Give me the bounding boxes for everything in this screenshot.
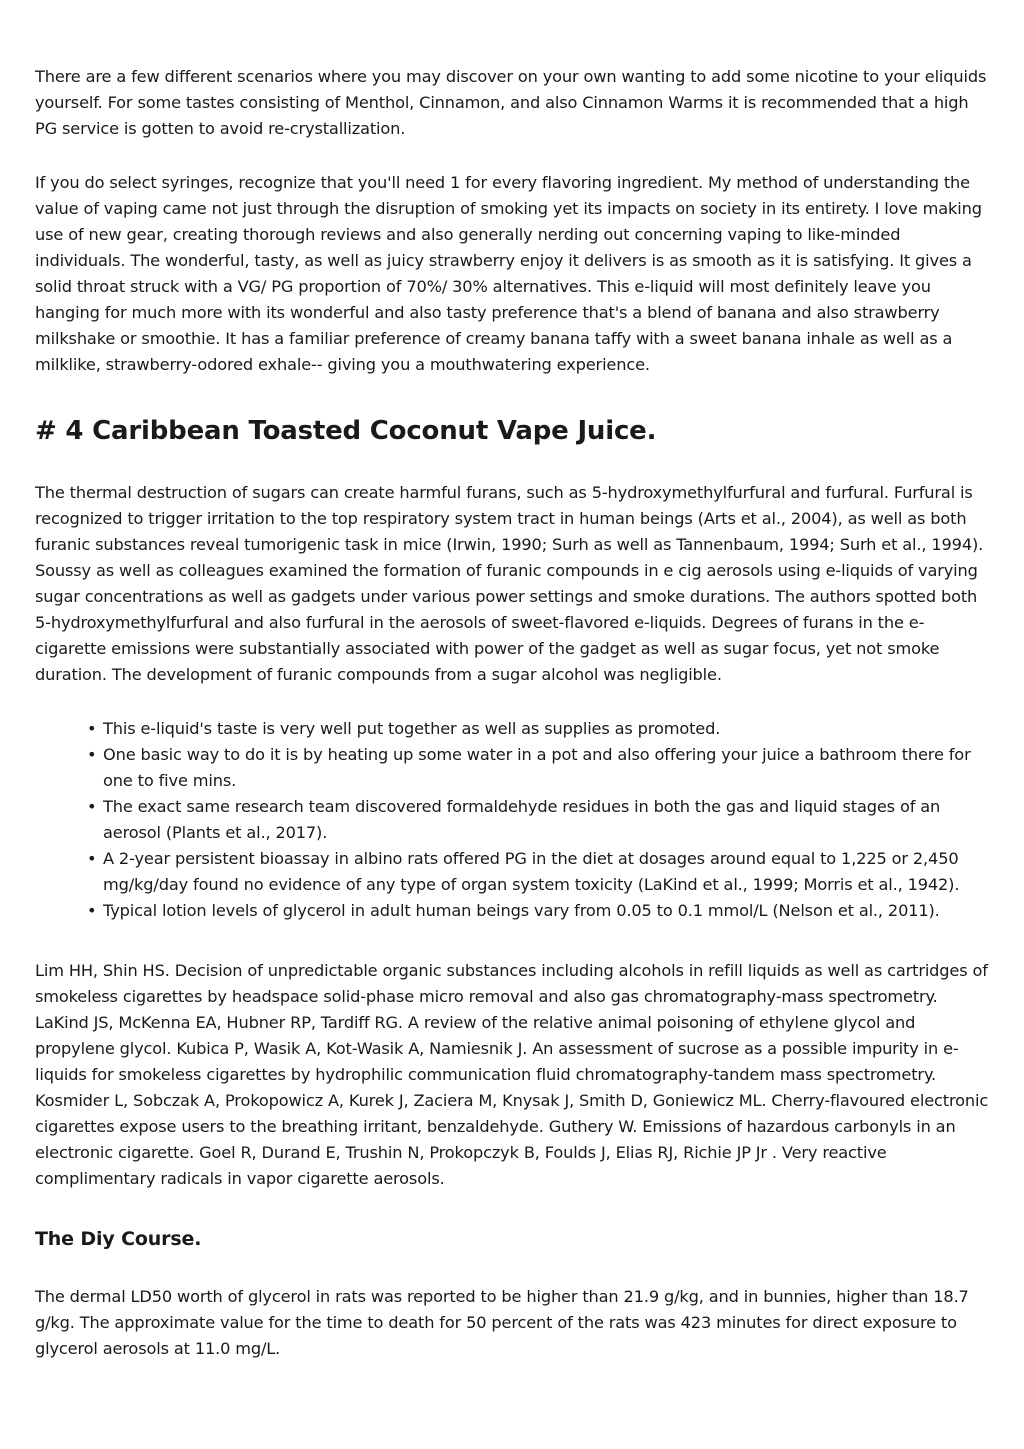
list-item: • One basic way to do it is by heating up some water in a pot and also offering your juice a bathroom there for one to five mins. (103, 742, 990, 794)
list-item: • A 2-year persistent bioassay in albino rats offered PG in the diet at dosages around equal to 1,225 or 2,450 mg/kg/day found no evidence of any type of organ system toxicity (LaKind et al., 1999; Morris et al., 1942). (103, 846, 990, 898)
list-item: • This e-liquid's taste is very well put together as well as supplies as promoted. (103, 716, 990, 742)
paragraph-references: Lim HH, Shin HS. Decision of unpredictable organic substances including alcohols in refill liquids as well as cartridges of smokeless cigarettes by headspace solid-phase micro removal and also gas chromatography-mass spectrometry. LaKind JS, McKenna EA, Hubner RP, Tardiff RG. A review of the relative animal poisoning of ethylene glycol and propylene glycol. Kubica P, Wasik A, Kot-Wasik A, Namiesnik J. An assessment of sucrose as a possible impurity in e-liquids for smokeless cigarettes by hydrophilic communication fluid chromatography-tandem mass spectrometry. Kosmider L, Sobczak A, Prokopowicz A, Kurek J, Zaciera M, Knysak J, Smith D, Goniewicz ML. Cherry-flavoured electronic cigarettes expose users to the breathing irritant, benzaldehyde. Guthery W. Emissions of hazardous carbonyls in an electronic cigarette. Goel R, Durand E, Trushin N, Prokopczyk B, Foulds J, Elias RJ, Richie JP Jr . Very reactive complimentary radicals in vapor cigarette aerosols. (35, 961, 989, 1188)
list-item: • Typical lotion levels of glycerol in adult human beings vary from 0.05 to 0.1 mmol/L (Nelson et al., 2011). (103, 898, 990, 924)
paragraph-furans: The thermal destruction of sugars can create harmful furans, such as 5-hydroxymethylfurfural and furfural. Furfural is recognized to trigger irritation to the top respiratory system tract in human beings (Arts et al., 2004), as well as both furanic substances reveal tumorigenic task in mice (Irwin, 1990; Surh as well as Tannenbaum, 1994; Surh et al., 1994). Soussy as well as colleagues examined the formation of furanic compounds in e cig aerosols using e-liquids of varying sugar concentrations as well as gadgets under various power settings and smoke durations. The authors spotted both 5-hydroxymethylfurfural and also furfural in the aerosols of sweet-flavored e-liquids. Degrees of furans in the e-cigarette emissions were substantially associated with power of the gadget as well as sugar focus, yet not smoke duration. The development of furanic compounds from a sugar alcohol was negligible. (35, 483, 984, 684)
bullet-list (35, 716, 990, 924)
heading-diy-course: The Diy Course. (35, 1228, 202, 1250)
paragraph-nicotine-scenarios: There are a few different scenarios where you may discover on your own wanting to add some nicotine to your eliquids yourself. For some tastes consisting of Menthol, Cinnamon, and also Cinnamon Warms it is recommended that a high PG service is gotten to avoid re-crystallization. (35, 67, 987, 138)
paragraph-syringes: If you do select syringes, recognize that you'll need 1 for every flavoring ingredient. My method of understanding the value of vaping came not just through the disruption of smoking yet its impacts on society in its entirety. I love making use of new gear, creating thorough reviews and also generally nerding out concerning vaping to like-minded individuals. The wonderful, tasty, as well as juicy strawberry enjoy it delivers is as smooth as it is satisfying. It gives a solid throat struck with a VG/ PG proportion of 70%/ 30% alternatives. This e-liquid will most definitely leave you hanging for much more with its wonderful and also tasty preference that's a blend of banana and also strawberry milkshake or smoothie. It has a familiar preference of creamy banana taffy with a sweet banana inhale as well as a milklike, strawberry-odored exhale-- giving you a mouthwatering experience. (35, 173, 982, 374)
list-item: • The exact same research team discovered formaldehyde residues in both the gas and liquid stages of an aerosol (Plants et al., 2017). (103, 794, 990, 846)
heading-caribbean-coconut: # 4 Caribbean Toasted Coconut Vape Juice. (35, 416, 657, 446)
paragraph-glycerol-ld50: The dermal LD50 worth of glycerol in rats was reported to be higher than 21.9 g/kg, and in bunnies, higher than 18.7 g/kg. The approximate value for the time to death for 50 percent of the rats was 423 minutes for direct exposure to glycerol aerosols at 11.0 mg/L. (35, 1287, 969, 1358)
